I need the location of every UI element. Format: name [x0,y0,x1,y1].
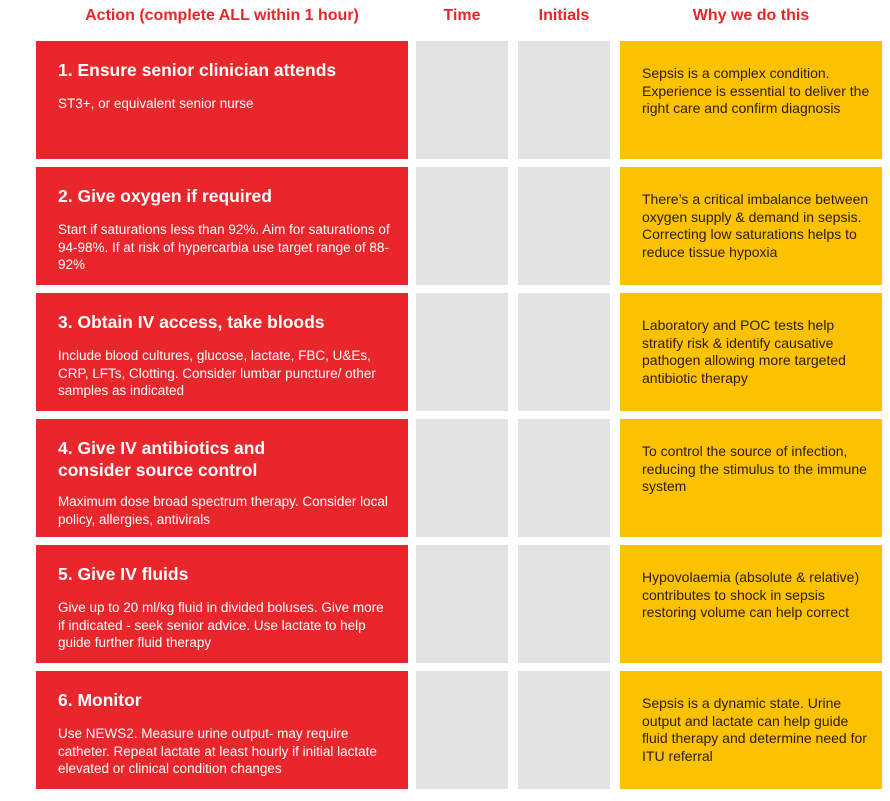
column-header-action: Action (complete ALL within 1 hour) [85,7,359,24]
action-title: 2. Give oxygen if required [58,186,272,206]
action-cell [36,671,408,789]
table-row [0,671,890,789]
initials-cell[interactable] [518,41,610,159]
initials-cell[interactable] [518,419,610,537]
table-row [0,545,890,663]
column-header-time: Time [443,7,481,24]
time-cell[interactable] [416,545,508,663]
action-description: Use NEWS2. Measure urine output- may require catheter. Repeat lactate at least hourly if initial lactate elevated or clinical condition changes [58,726,377,776]
table-row [0,419,890,537]
action-description: ST3+, or equivalent senior nurse [58,96,254,111]
table-row [0,293,890,411]
initials-cell[interactable] [518,167,610,285]
time-cell[interactable] [416,41,508,159]
table-row [0,167,890,285]
action-description: Maximum dose broad spectrum therapy. Consider local policy, allergies, antivirals [58,494,388,527]
action-cell [36,41,408,159]
why-cell: To control the source of infection, reducing the stimulus to the immune system [620,419,882,537]
action-title: 5. Give IV fluids [58,564,189,584]
why-cell: Laboratory and POC tests help stratify risk & identify causative pathogen allowing more targeted antibiotic therapy [620,293,882,411]
initials-cell[interactable] [518,545,610,663]
action-title: 1. Ensure senior clinician attends [58,60,337,80]
time-cell[interactable] [416,167,508,285]
why-cell: Sepsis is a complex condition. Experience is essential to deliver the right care and confirm diagnosis [620,41,882,159]
action-cell [36,167,408,285]
table-row [0,41,890,159]
column-header-initials: Initials [538,7,590,24]
action-cell [36,545,408,663]
action-title: 3. Obtain IV access, take bloods [58,312,325,332]
why-cell: Hypovolaemia (absolute & relative) contributes to shock in sepsis restoring volume can help correct [620,545,882,663]
initials-cell[interactable] [518,671,610,789]
initials-cell[interactable] [518,293,610,411]
action-cell [36,419,408,537]
action-title: 4. Give IV antibiotics and consider source control [58,438,266,480]
action-title: 6. Monitor [58,690,142,710]
column-header-why: Why we do this [692,7,810,24]
time-cell[interactable] [416,419,508,537]
action-cell [36,293,408,411]
action-description: Give up to 20 ml/kg fluid in divided boluses. Give more if indicated - seek senior advice. Use lactate to help guide further fluid therapy [58,600,384,650]
action-description: Start if saturations less than 92%. Aim for saturations of 94-98%. If at risk of hypercarbia use target range of 88-92% [58,222,390,272]
action-description: Include blood cultures, glucose, lactate, FBC, U&Es, CRP, LFTs, Clotting. Consider lumbar puncture/ other samples as indicated [58,348,376,398]
why-cell: Sepsis is a dynamic state. Urine output and lactate can help guide fluid therapy and determine need for ITU referral [620,671,882,789]
why-cell: There’s a critical imbalance between oxygen supply & demand in sepsis. Correcting low saturations helps to reduce tissue hypoxia [620,167,882,285]
time-cell[interactable] [416,671,508,789]
time-cell[interactable] [416,293,508,411]
